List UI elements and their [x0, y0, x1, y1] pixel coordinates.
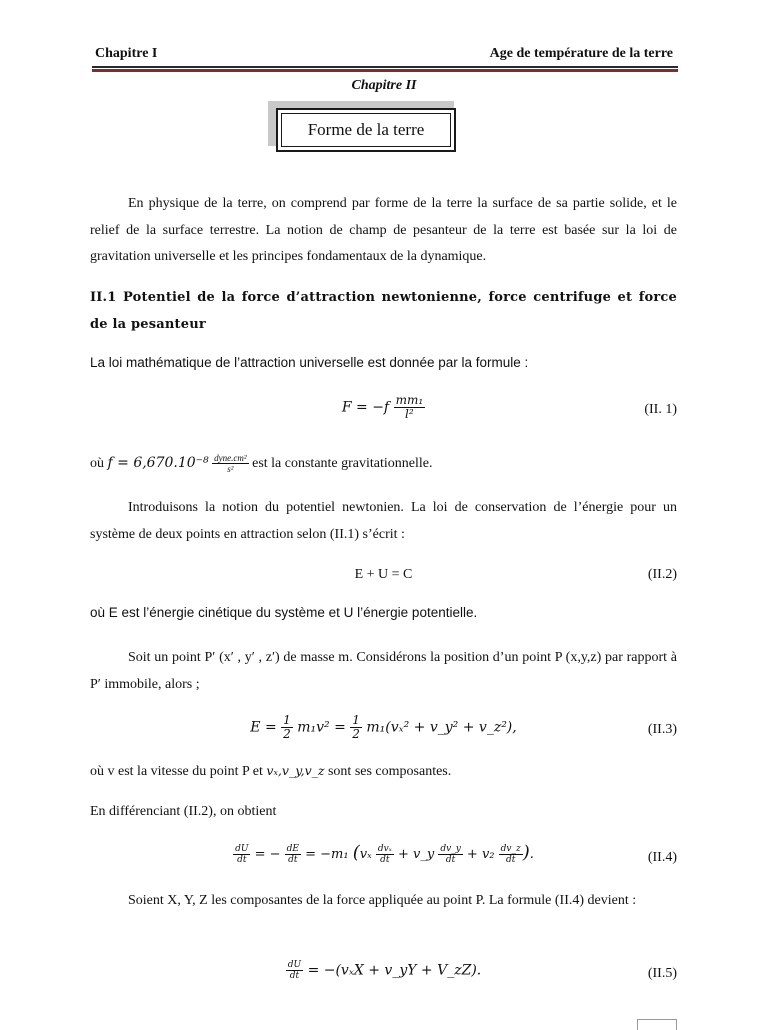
- para7-formula: vₓ,v_y,v_z: [266, 763, 325, 778]
- header-rule-accent: [92, 69, 678, 72]
- equation-II-1: [90, 394, 677, 434]
- equation-II-4: $\frac{dU}{dt}$ = − $\frac{dE}{dt}$ = −m₁ (vₓ $\frac{\text{dvₓ}}{dt}$ + v_y $\frac{dv\_y}{dt}$ + v₂ $\frac{dv\_z}{dt}$ ). (II.4): [235, 842, 677, 865]
- eq1-denominator: l²: [405, 407, 414, 421]
- eq3-half-2: $\frac{1}{2}$: [352, 713, 360, 741]
- eq5-label: (II.5): [647, 966, 677, 981]
- para3-unit-bot: s²: [227, 464, 234, 475]
- eq4-label: (II.4): [647, 850, 677, 865]
- equation-II-3: E = $\frac{1}{2}$ m₁v² = $\frac{1}{2}$ m₁(vₓ² + v_y² + v_z²), (II.3): [250, 713, 677, 741]
- eq1-numerator: mm₁: [395, 393, 424, 407]
- paragraph-gravitational-constant: [90, 450, 677, 478]
- para7-prefix: où v est la vitesse du point P et: [90, 764, 267, 779]
- paragraph-velocity: [90, 758, 677, 786]
- para3-prefix: où: [90, 456, 108, 471]
- header-rule: [92, 66, 678, 68]
- eq1-label: (II. 1): [644, 402, 677, 417]
- paragraph-force-components: Soient X, Y, Z les composantes de la force appliquée au point P. La formule (II.4) devient :: [128, 893, 637, 908]
- eq2-label: (II.2): [647, 567, 677, 582]
- eq3-half-1: $\frac{1}{2}$: [283, 713, 291, 741]
- equation-II-5: $\frac{dU}{dt}$ = −(vₓX + v_yY + V_zZ). (II.5): [287, 960, 677, 981]
- eq3-part1: m₁v² =: [297, 719, 351, 736]
- para3-unit-fraction: [212, 453, 248, 474]
- eq1-lhs: F = −f: [341, 399, 390, 416]
- header-right: Age de température de la terre: [489, 46, 673, 61]
- para7-suffix: sont ses composantes.: [324, 764, 452, 779]
- paragraph-energy-definitions: où E est l’énergie cinétique du système et U l’énergie potentielle.: [90, 605, 478, 620]
- para3-unit-top: dyne.cm²: [214, 453, 247, 464]
- para3-formula: f = 6,670.10⁻⁸: [107, 455, 209, 471]
- eq2-body: E + U = C: [354, 567, 413, 582]
- paragraph-point-definition: Soit un point P′ (x′ , y′ , z′) de masse m. Considérons la position d’un point P (x,y,z) par rapport à P′ immobile, alors ;: [90, 650, 677, 692]
- paragraph-differentiating: En différenciant (II.2), on obtient: [90, 804, 277, 819]
- paragraph-attraction-law: La loi mathématique de l’attraction universelle est donnée par la formule :: [90, 355, 529, 370]
- intro-paragraph: En physique de la terre, on comprend par forme de la terre la surface de sa partie solide, et le relief de la surface terrestre. La notion de champ de pesanteur de la terre est basée sur la loi de gravitation universelle et les principes fondamentaux de la dynamique.: [90, 196, 677, 264]
- running-header: [95, 46, 673, 66]
- chapter-label: Chapitre II: [351, 78, 417, 93]
- eq3-label: (II.3): [647, 722, 677, 737]
- paragraph-newtonian-potential: Introduisons la notion du potentiel newtonien. La loi de conservation de l’énergie pour un système de deux points en attraction selon (II.1) s’écrit :: [90, 500, 677, 542]
- section-heading: II.1 Potentiel de la force d’attraction newtonienne, force centrifuge et force de la pesanteur: [90, 290, 677, 332]
- page-number-box: [637, 1019, 677, 1030]
- eq5-body: = −(vₓX + v_yY + V_zZ).: [307, 962, 482, 979]
- para3-suffix: est la constante gravitationnelle.: [248, 456, 433, 471]
- eq3-part2: m₁(vₓ² + v_y² + v_z²),: [366, 719, 517, 736]
- title-box: [276, 108, 456, 152]
- header-left: Chapitre I: [95, 46, 158, 61]
- chapter-title: Forme de la terre: [281, 113, 451, 147]
- eq1-fraction: [394, 394, 426, 421]
